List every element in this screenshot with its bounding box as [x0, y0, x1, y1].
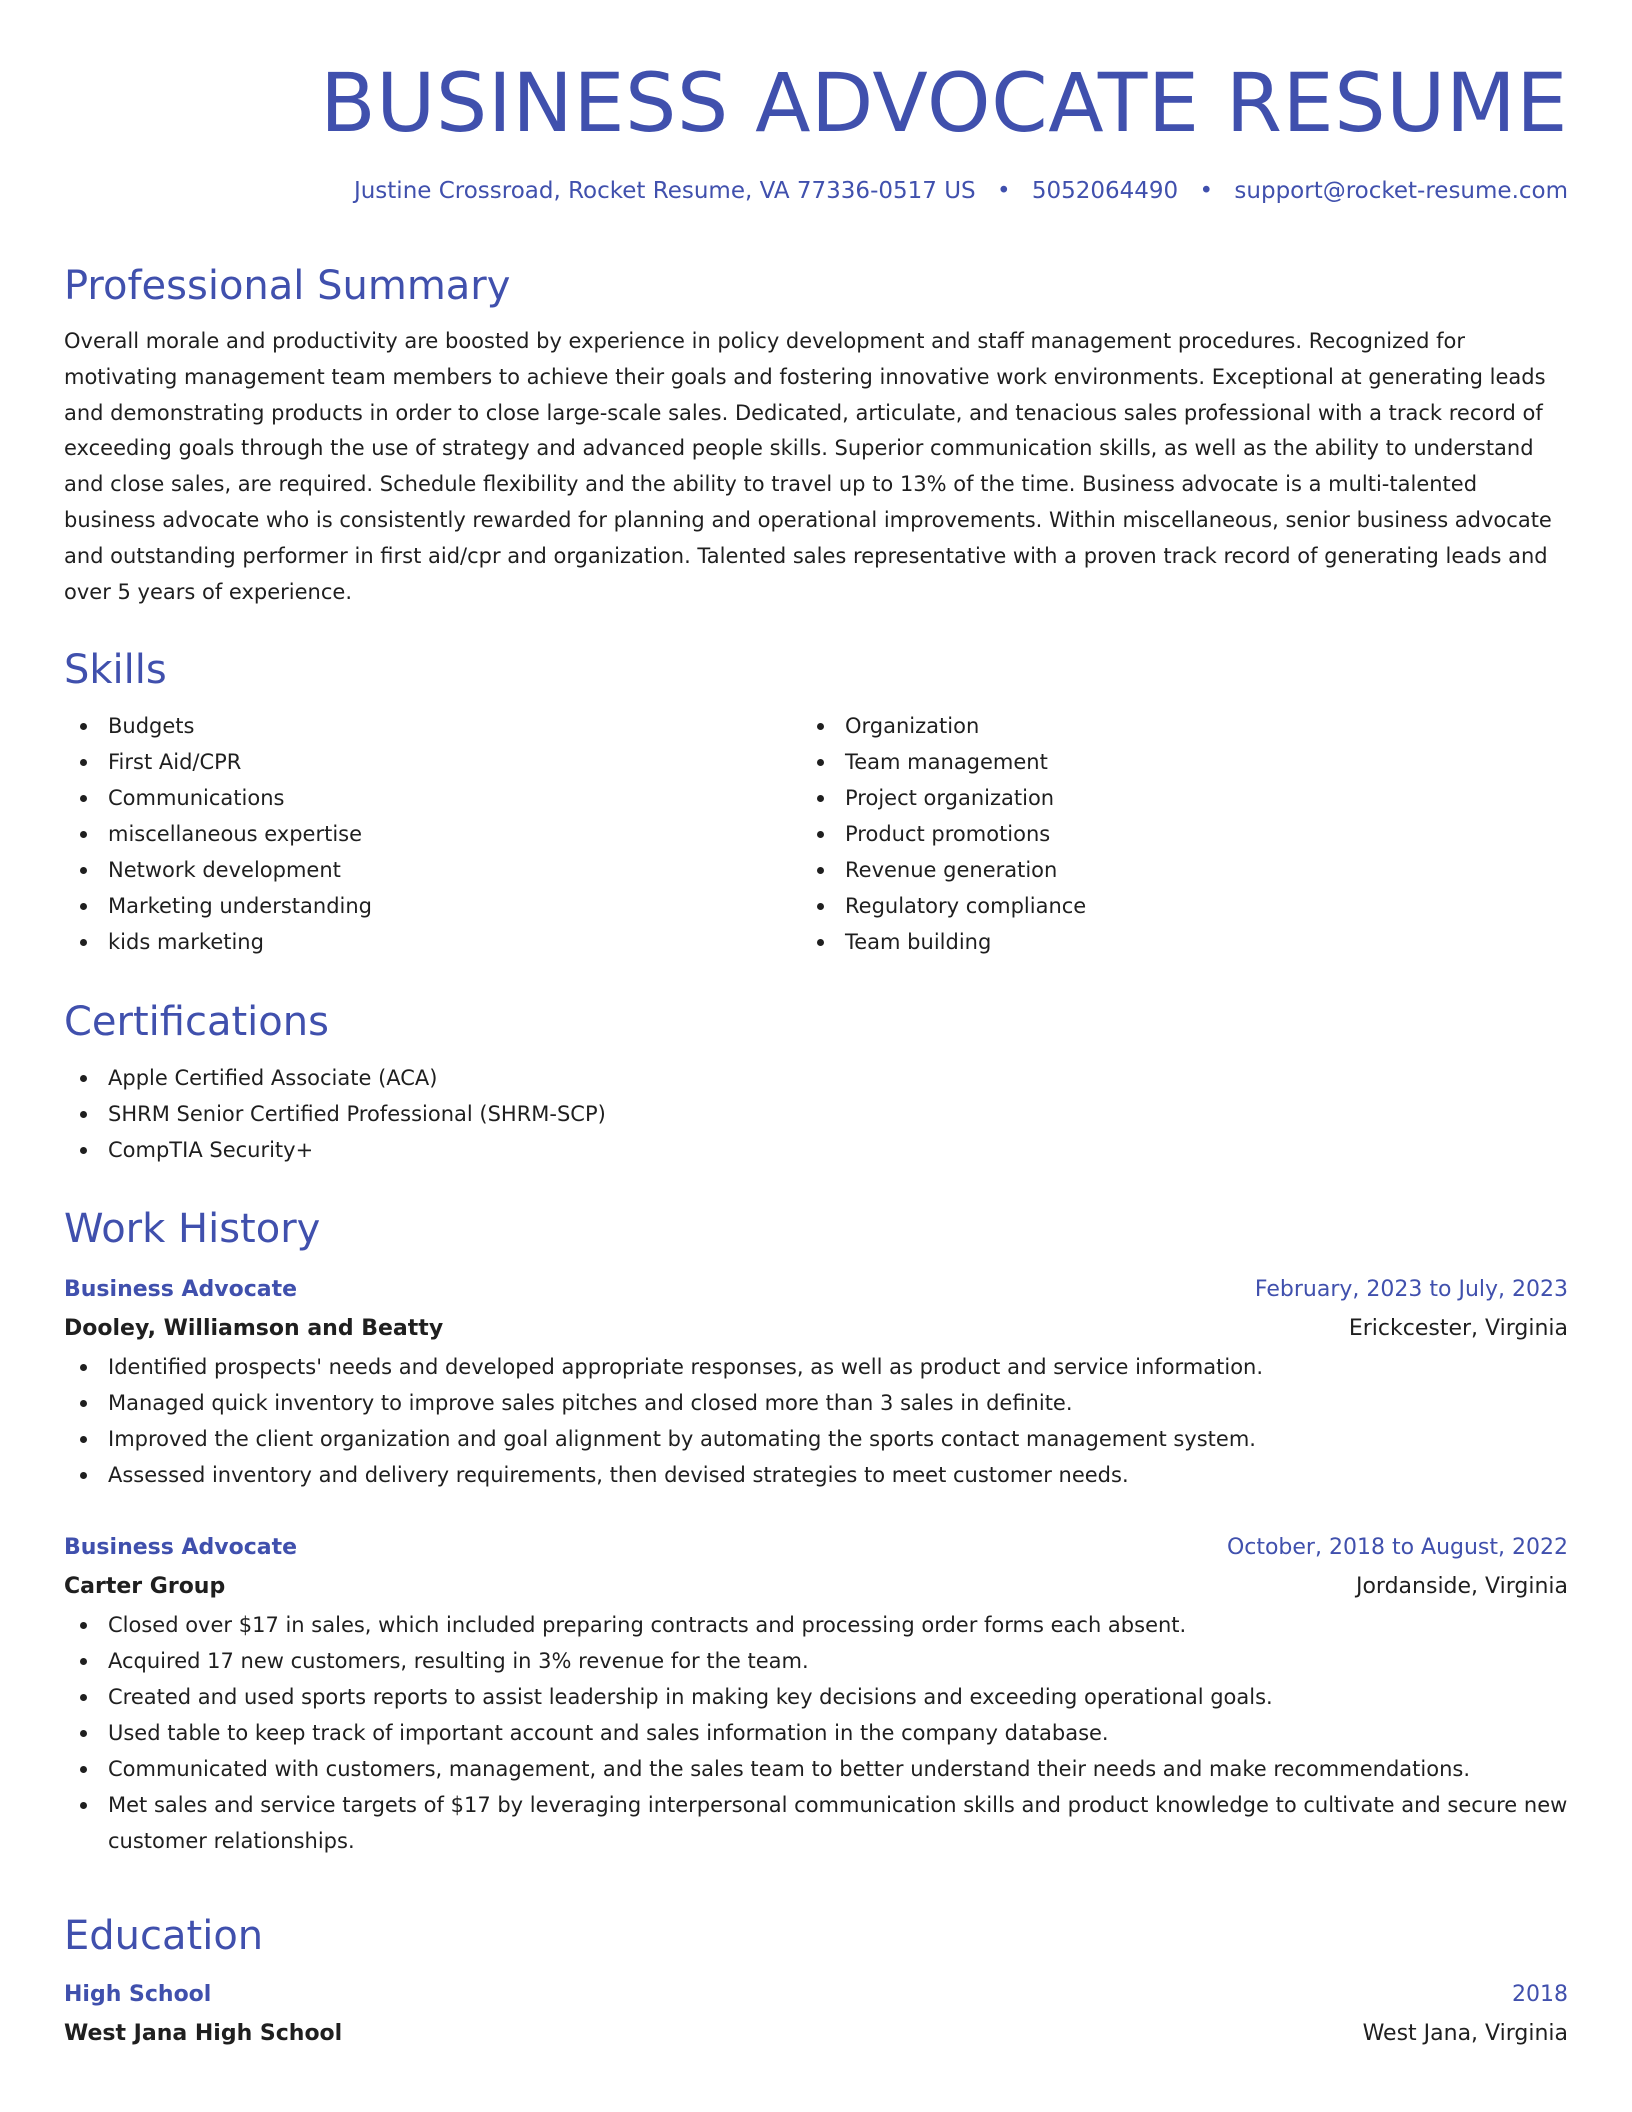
list-item-text: Created and used sports reports to assist leadership in making key decisions and exceeding operational goals. [108, 1685, 1273, 1709]
job-title: Business Advocate [64, 1535, 298, 1560]
list-item [64, 1679, 1568, 1715]
bullet-icon [80, 723, 87, 730]
list-item-text: Project organization [845, 786, 1055, 810]
list-item-text: Marketing understanding [108, 894, 372, 918]
list-item [64, 780, 801, 816]
bullet-icon [817, 867, 824, 874]
list-item-text: Identified prospects' needs and developed appropriate responses, as well as product and service information. [108, 1355, 1264, 1379]
bullet-icon [817, 723, 824, 730]
list-item-text: Closed over $17 in sales, which included preparing contracts and processing order forms each absent. [108, 1613, 1187, 1637]
bullet-icon [80, 1472, 87, 1479]
job-company: Dooley, Williamson and Beatty [64, 1316, 444, 1341]
list-item-text: Apple Certified Associate (ACA) [108, 1066, 438, 1090]
job-header-row [64, 1271, 1568, 1309]
bullet-icon [80, 1400, 87, 1407]
bullet-icon [80, 1147, 87, 1154]
bullet-icon [817, 903, 824, 910]
list-item-text: miscellaneous expertise [108, 822, 363, 846]
list-item-text: kids marketing [108, 930, 264, 954]
list-item-text: Team management [845, 750, 1048, 774]
list-item-text: Regulatory compliance [845, 894, 1087, 918]
list-item [64, 1751, 1568, 1787]
list-item [64, 1457, 1568, 1493]
bullet-icon [80, 1622, 87, 1629]
job-entry [64, 1271, 1568, 1493]
bullet-icon [80, 1730, 87, 1737]
bullet-icon [80, 867, 87, 874]
list-item [801, 744, 1538, 780]
list-item [801, 924, 1538, 960]
list-item-text: Revenue generation [845, 858, 1058, 882]
list-item [64, 1385, 1568, 1421]
list-item [64, 1787, 1568, 1859]
bullet-icon [817, 795, 824, 802]
job-header-row [64, 1529, 1568, 1567]
list-item [801, 852, 1538, 888]
education-school: West Jana High School [64, 2021, 343, 2046]
list-item [64, 1607, 1568, 1643]
education-section [64, 1912, 1568, 2054]
list-item-text: Used table to keep track of important account and sales information in the company database. [108, 1721, 1109, 1745]
skills-column-left [64, 708, 801, 960]
bullet-icon [80, 1364, 87, 1371]
list-item-text: Product promotions [845, 822, 1051, 846]
bullet-icon [80, 831, 87, 838]
job-bullet-list [64, 1607, 1568, 1859]
resume-title: BUSINESS ADVOCATE RESUME [320, 57, 1568, 151]
bullet-icon [817, 831, 824, 838]
bullet-icon [817, 939, 824, 946]
skills-column-right [801, 708, 1538, 960]
bullet-icon [817, 759, 824, 766]
education-entry [64, 1976, 1568, 2054]
list-item [64, 708, 801, 744]
skills-section [64, 646, 1568, 960]
bullet-icon [80, 1694, 87, 1701]
job-location: Jordanside, Virginia [1355, 1574, 1568, 1599]
list-item [64, 1349, 1568, 1385]
skills-list-right [801, 708, 1538, 960]
list-item-text: Communications [108, 786, 285, 810]
skills-heading: Skills [64, 647, 167, 693]
summary-section [64, 262, 1568, 610]
bullet-icon [80, 1766, 87, 1773]
bullet-icon [80, 1802, 87, 1809]
job-bullet-list [64, 1349, 1568, 1493]
work-history-heading: Work History [64, 1206, 321, 1252]
list-item [64, 1643, 1568, 1679]
list-item [801, 888, 1538, 924]
job-dates: October, 2018 to August, 2022 [1226, 1535, 1568, 1560]
bullet-icon [80, 795, 87, 802]
contact-email: support@rocket-resume.com [1234, 178, 1568, 204]
list-item [801, 708, 1538, 744]
list-item [64, 744, 801, 780]
list-item [64, 1421, 1568, 1457]
job-company-row [64, 1309, 1568, 1349]
skills-list-left [64, 708, 801, 960]
list-item [64, 816, 801, 852]
list-item-text: Budgets [108, 714, 195, 738]
list-item-text: SHRM Senior Certified Professional (SHRM-SCP) [108, 1102, 606, 1126]
bullet-icon [80, 759, 87, 766]
bullet-icon [80, 1436, 87, 1443]
list-item-text: First Aid/CPR [108, 750, 242, 774]
bullet-icon [80, 939, 87, 946]
work-history-section [64, 1205, 1568, 1859]
contact-separator: • [1199, 178, 1214, 204]
job-entry [64, 1529, 1568, 1859]
list-item [64, 924, 801, 960]
list-item-text: Assessed inventory and delivery requirements, then devised strategies to meet customer needs. [108, 1463, 1129, 1487]
list-item-text: Communicated with customers, management, and the sales team to better understand their needs and make recommendations. [108, 1757, 1470, 1781]
bullet-icon [80, 1075, 87, 1082]
job-company: Carter Group [64, 1574, 226, 1599]
list-item [64, 1715, 1568, 1751]
certifications-heading: Certifications [64, 999, 329, 1045]
job-company-row [64, 1567, 1568, 1607]
list-item-text: Team building [845, 930, 992, 954]
list-item-text: Met sales and service targets of $17 by leveraging interpersonal communication skills and product knowledge to cultivate and secure new customer relationships. [108, 1793, 1568, 1853]
job-location: Erickcester, Virginia [1348, 1316, 1568, 1341]
contact-line [354, 178, 1568, 204]
bullet-icon [80, 903, 87, 910]
summary-heading: Professional Summary [64, 263, 511, 309]
skills-columns [64, 708, 1568, 960]
list-item-text: Network development [108, 858, 341, 882]
list-item [64, 1132, 1568, 1168]
list-item [801, 780, 1538, 816]
list-item [64, 1060, 1568, 1096]
certifications-list [64, 1060, 1568, 1168]
summary-text: Overall morale and productivity are boosted by experience in policy development and staff management procedures. Recognized for motivating management team members to achieve their goals and fostering innovative work environments. Exceptional at generating leads and demonstrating products in order to close large-scale sales. Dedicated, articulate, and tenacious sales professional with a track record of exceeding goals through the use of strategy and advanced people skills. Superior communication skills, as well as the ability to understand and close sales, are required. Schedule flexibility and the ability to travel up to 13% of the time. Business advocate is a multi-talented business advocate who is consistently rewarded for planning and operational improvements. Within miscellaneous, senior business advocate and outstanding performer in first aid/cpr and organization. Talented sales representative with a proven track record of generating leads and over 5 years of experience. [64, 329, 1552, 604]
list-item [801, 816, 1538, 852]
job-dates: February, 2023 to July, 2023 [1254, 1277, 1568, 1302]
job-title: Business Advocate [64, 1277, 298, 1302]
contact-phone: 5052064490 [1031, 178, 1179, 204]
bullet-icon [80, 1658, 87, 1665]
list-item-text: Improved the client organization and goal alignment by automating the sports contact management system. [108, 1427, 1256, 1451]
certifications-section [64, 998, 1568, 1168]
list-item [64, 888, 801, 924]
list-item [64, 1096, 1568, 1132]
education-degree: High School [64, 1982, 212, 2007]
list-item-text: Acquired 17 new customers, resulting in 3% revenue for the team. [108, 1649, 809, 1673]
list-item-text: Managed quick inventory to improve sales pitches and closed more than 3 sales in definite. [108, 1391, 1073, 1415]
bullet-icon [80, 1111, 87, 1118]
education-school-row [64, 2014, 1568, 2054]
education-header-row [64, 1976, 1568, 2014]
education-heading: Education [64, 1913, 264, 1959]
education-location: West Jana, Virginia [1362, 2021, 1568, 2046]
list-item [64, 852, 801, 888]
contact-address: Justine Crossroad, Rocket Resume, VA 77336-0517 US [353, 178, 976, 204]
list-item-text: CompTIA Security+ [108, 1138, 314, 1162]
education-year: 2018 [1512, 1982, 1568, 2007]
list-item-text: Organization [845, 714, 980, 738]
contact-separator: • [996, 178, 1011, 204]
